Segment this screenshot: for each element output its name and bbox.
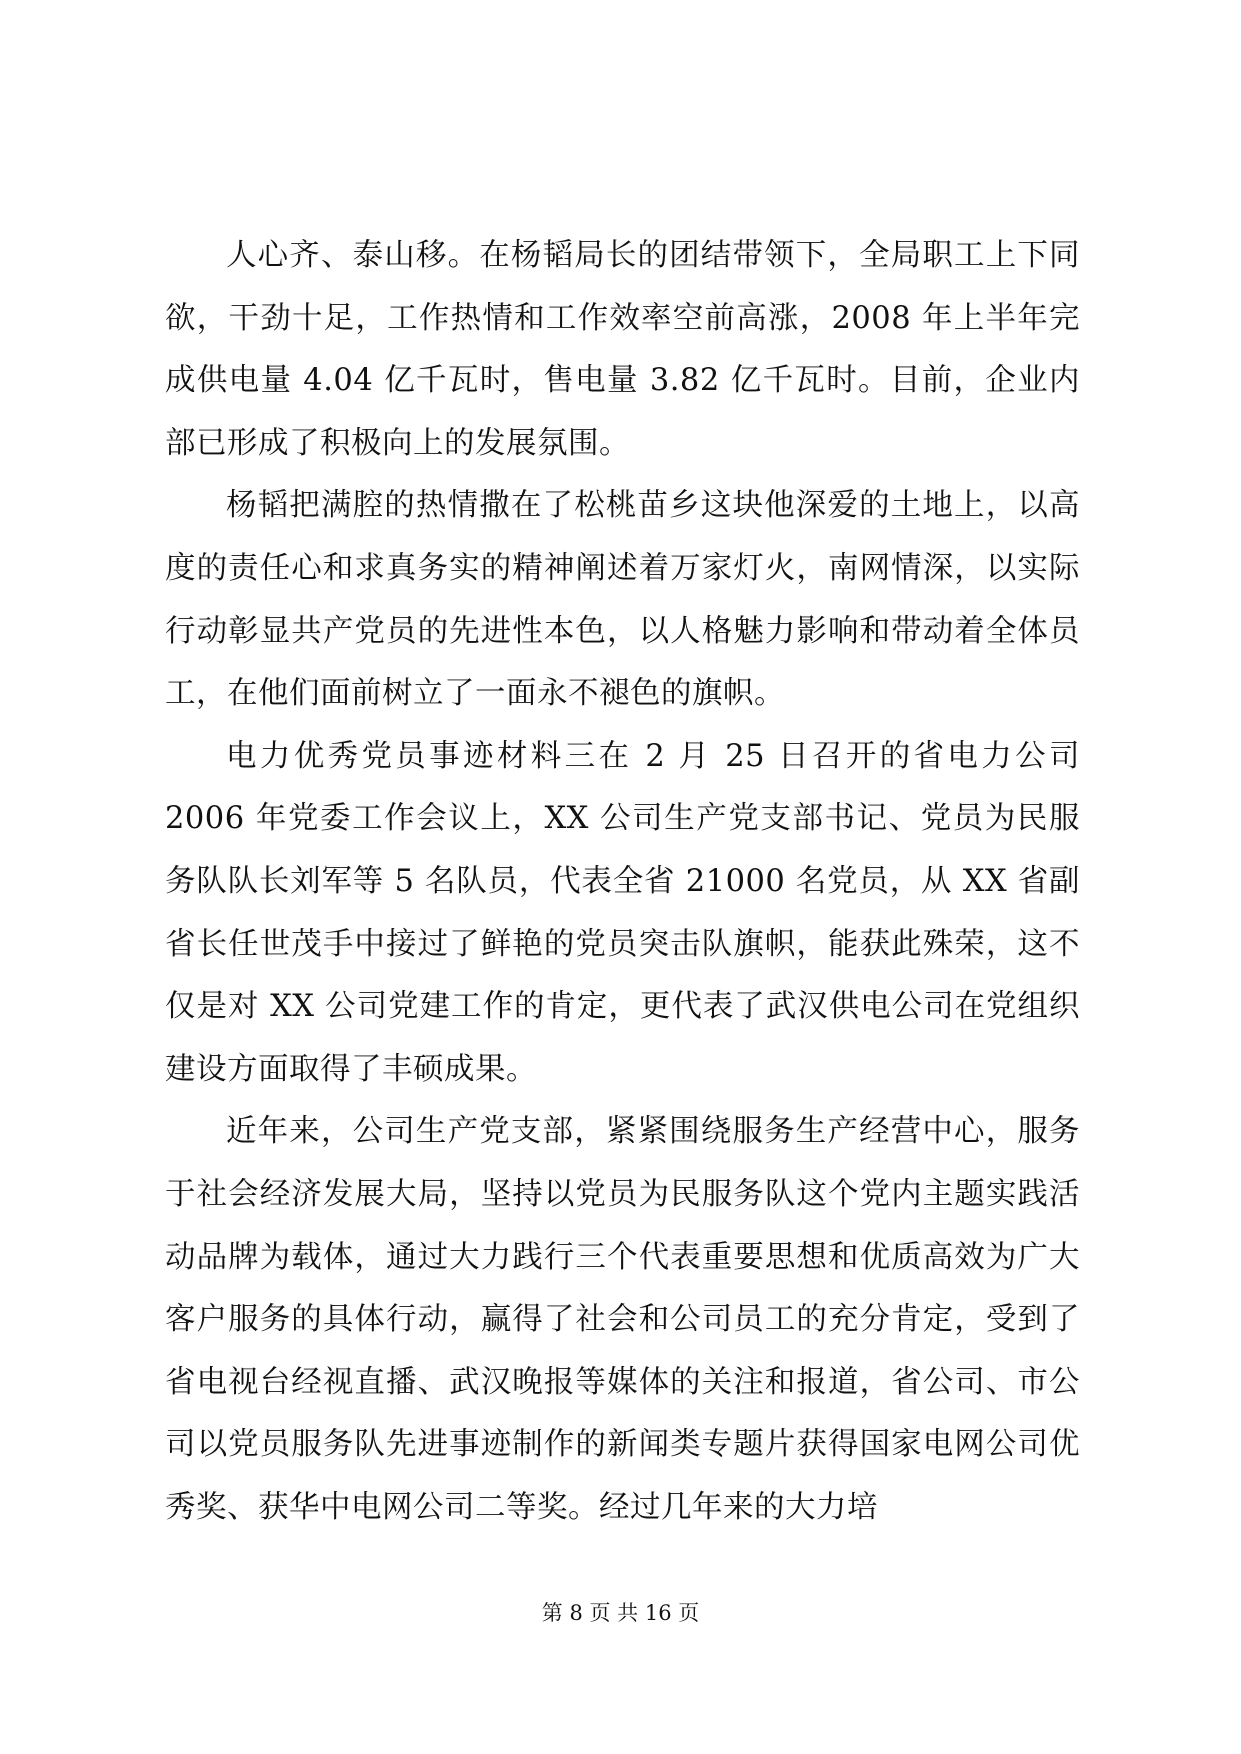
paragraph: 近年来，公司生产党支部，紧紧围绕服务生产经营中心，服务于社会经济发展大局，坚持以党员为民服务队这个党内主题实践活动品牌为载体，通过大力践行三个代表重要思想和优质高效为广大客户服务的具体行动，赢得了社会和公司员工的充分肯定，受到了省电视台经视直播、武汉晚报等媒体的关注和报道，省公司、市公司以党员服务队先进事迹制作的新闻类专题片获得国家电网公司优秀奖、获华中电网公司二等奖。经过几年来的大力培 (165, 1114, 1080, 1525)
paragraph: 杨韬把满腔的热情撒在了松桃苗乡这块他深爱的土地上，以高度的责任心和求真务实的精神阐述着万家灯火，南网情深，以实际行动彰显共产党员的先进性本色，以人格魅力影响和带动着全体员工，在他们面前树立了一面永不褪色的旗帜。 (165, 488, 1080, 712)
page-number-footer: 第 8 页 共 16 页 (541, 1601, 700, 1625)
paragraph: 电力优秀党员事迹材料三在 2 月 25 日召开的省电力公司 2006 年党委工作会议上，XX 公司生产党支部书记、党员为民服务队队长刘军等 5 名队员，代表全省 21000 名党员，从 XX 省副省长任世茂手中接过了鲜艳的党员突击队旗帜，能获此殊荣，这不仅是对 XX 公司党建工作的肯定，更代表了武汉供电公司在党组织建设方面取得了丰硕成果。 (165, 738, 1080, 1087)
paragraph: 人心齐、泰山移。在杨韬局长的团结带领下，全局职工上下同欲，干劲十足，工作热情和工作效率空前高涨，2008 年上半年完成供电量 4.04 亿千瓦时，售电量 3.82 亿千瓦时。目前，企业内部已形成了积极向上的发展氛围。 (165, 238, 1080, 461)
document-body (165, 225, 1080, 1539)
